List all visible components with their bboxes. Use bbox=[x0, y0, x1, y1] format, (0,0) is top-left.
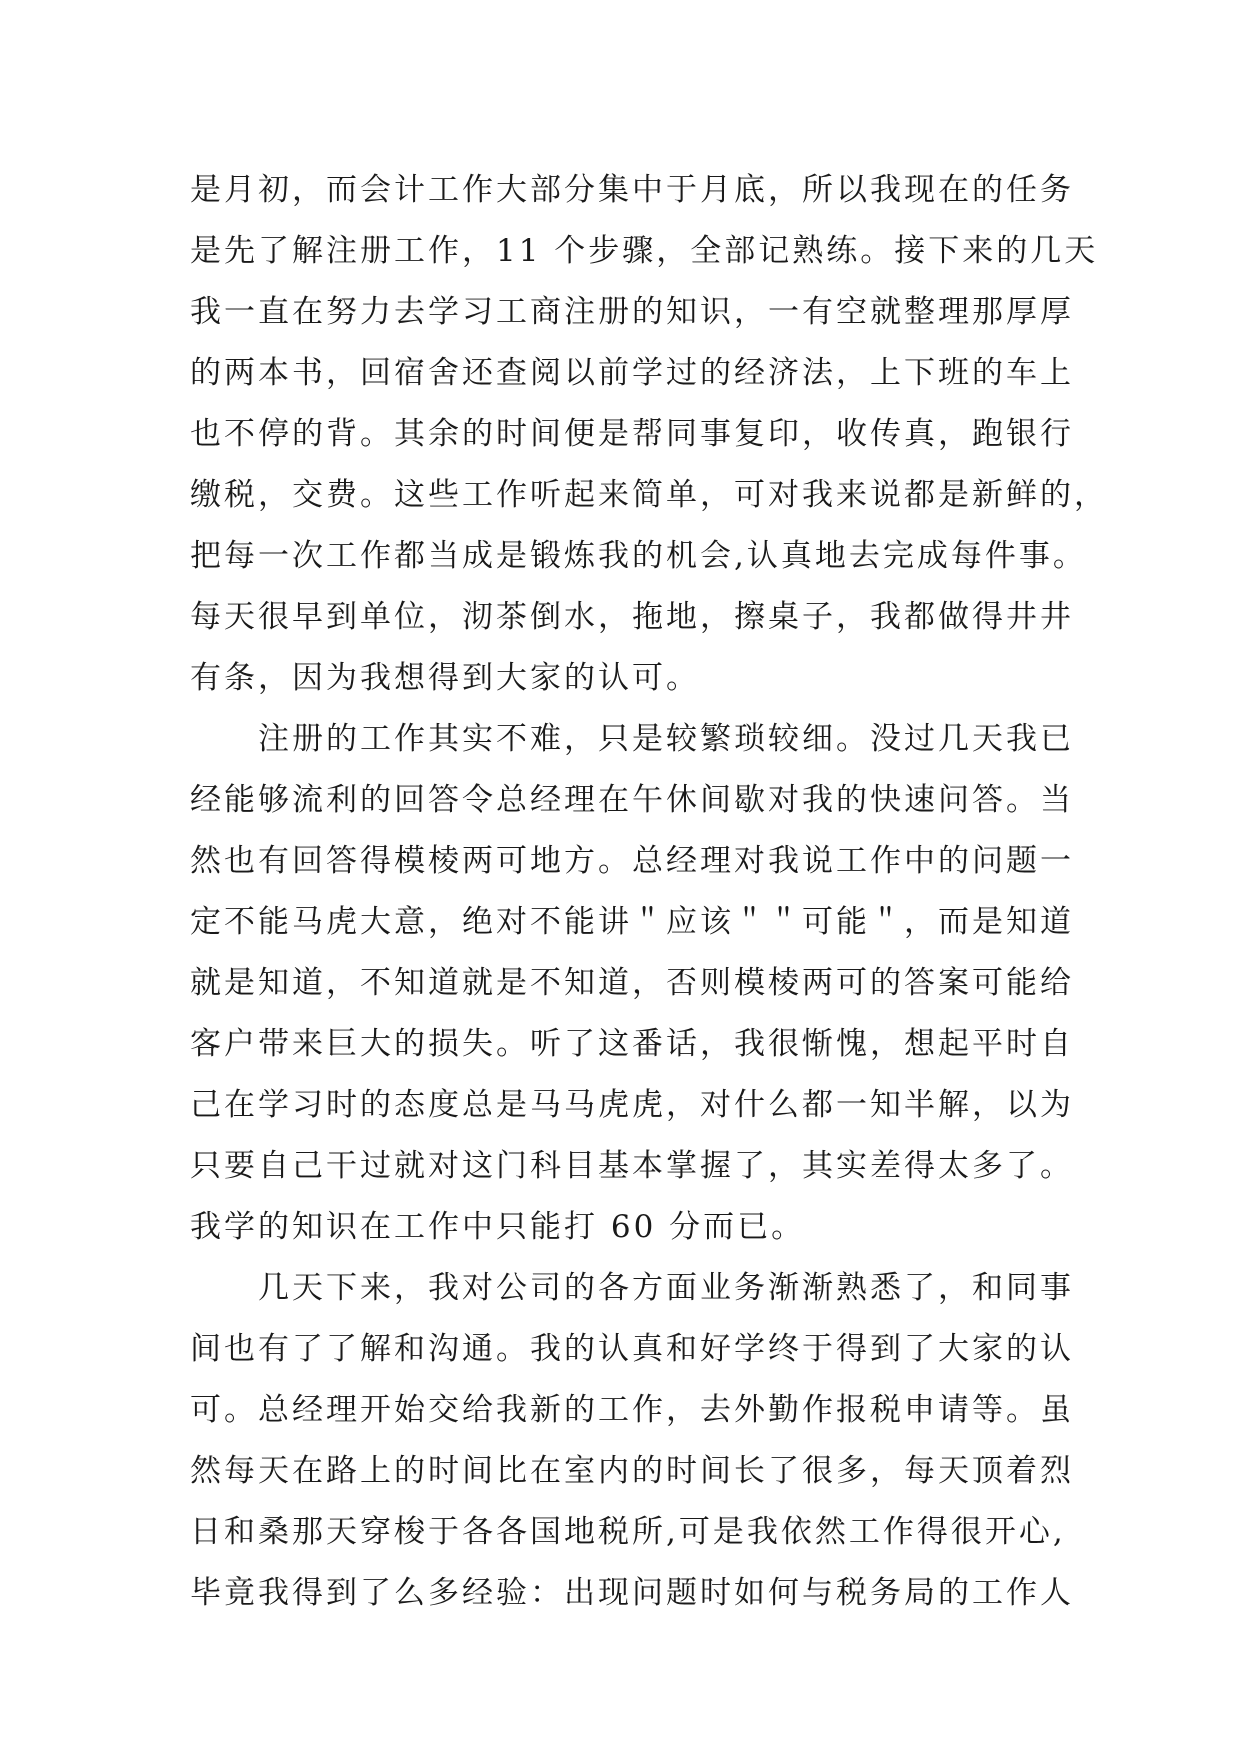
text-line: 注册的工作其实不难，只是较繁琐较细。没过几天我已 bbox=[190, 721, 1074, 757]
text-line: 是先了解注册工作，11 个步骤，全部记熟练。接下来的几天 bbox=[190, 233, 1099, 269]
body-text bbox=[190, 160, 1108, 1624]
text-line: 就是知道，不知道就是不知道，否则模棱两可的答案可能给 bbox=[190, 965, 1074, 1001]
text-line: 然也有回答得模棱两可地方。总经理对我说工作中的问题一 bbox=[190, 843, 1074, 879]
text-line: 把每一次工作都当成是锻炼我的机会,认真地去完成每件事。 bbox=[190, 538, 1087, 574]
text-line: 客户带来巨大的损失。听了这番话，我很惭愧，想起平时自 bbox=[190, 1026, 1074, 1062]
text-line: 毕竟我得到了么多经验：出现问题时如何与税务局的工作人 bbox=[190, 1575, 1074, 1611]
text-line: 只要自己干过就对这门科目基本掌握了，其实差得太多了。 bbox=[190, 1148, 1074, 1184]
text-line: 有条，因为我想得到大家的认可。 bbox=[190, 660, 700, 696]
text-line: 我一直在努力去学习工商注册的知识，一有空就整理那厚厚 bbox=[190, 294, 1074, 330]
text-line: 也不停的背。其余的时间便是帮同事复印，收传真，跑银行 bbox=[190, 416, 1074, 452]
text-line: 己在学习时的态度总是马马虎虎，对什么都一知半解，以为 bbox=[190, 1087, 1074, 1123]
text-line: 经能够流利的回答令总经理在午休间歇对我的快速问答。当 bbox=[190, 782, 1074, 818]
text-line: 我学的知识在工作中只能打 60 分而已。 bbox=[190, 1209, 806, 1245]
text-line: 然每天在路上的时间比在室内的时间长了很多，每天顶着烈 bbox=[190, 1453, 1074, 1489]
text-line: 是月初，而会计工作大部分集中于月底，所以我现在的任务 bbox=[190, 172, 1074, 208]
text-line: 的两本书，回宿舍还查阅以前学过的经济法，上下班的车上 bbox=[190, 355, 1074, 391]
text-line: 几天下来，我对公司的各方面业务渐渐熟悉了，和同事 bbox=[190, 1270, 1074, 1306]
text-line: 每天很早到单位，沏茶倒水，拖地，擦桌子，我都做得井井 bbox=[190, 599, 1074, 635]
text-line: 可。总经理开始交给我新的工作，去外勤作报税申请等。虽 bbox=[190, 1392, 1074, 1428]
text-line: 定不能马虎大意，绝对不能讲＂应该＂＂可能＂，而是知道 bbox=[190, 904, 1074, 940]
text-line: 日和桑那天穿梭于各各国地税所,可是我依然工作得很开心, bbox=[190, 1514, 1066, 1550]
text-line: 间也有了了解和沟通。我的认真和好学终于得到了大家的认 bbox=[190, 1331, 1074, 1367]
text-line: 缴税，交费。这些工作听起来简单，可对我来说都是新鲜的， bbox=[190, 477, 1108, 513]
